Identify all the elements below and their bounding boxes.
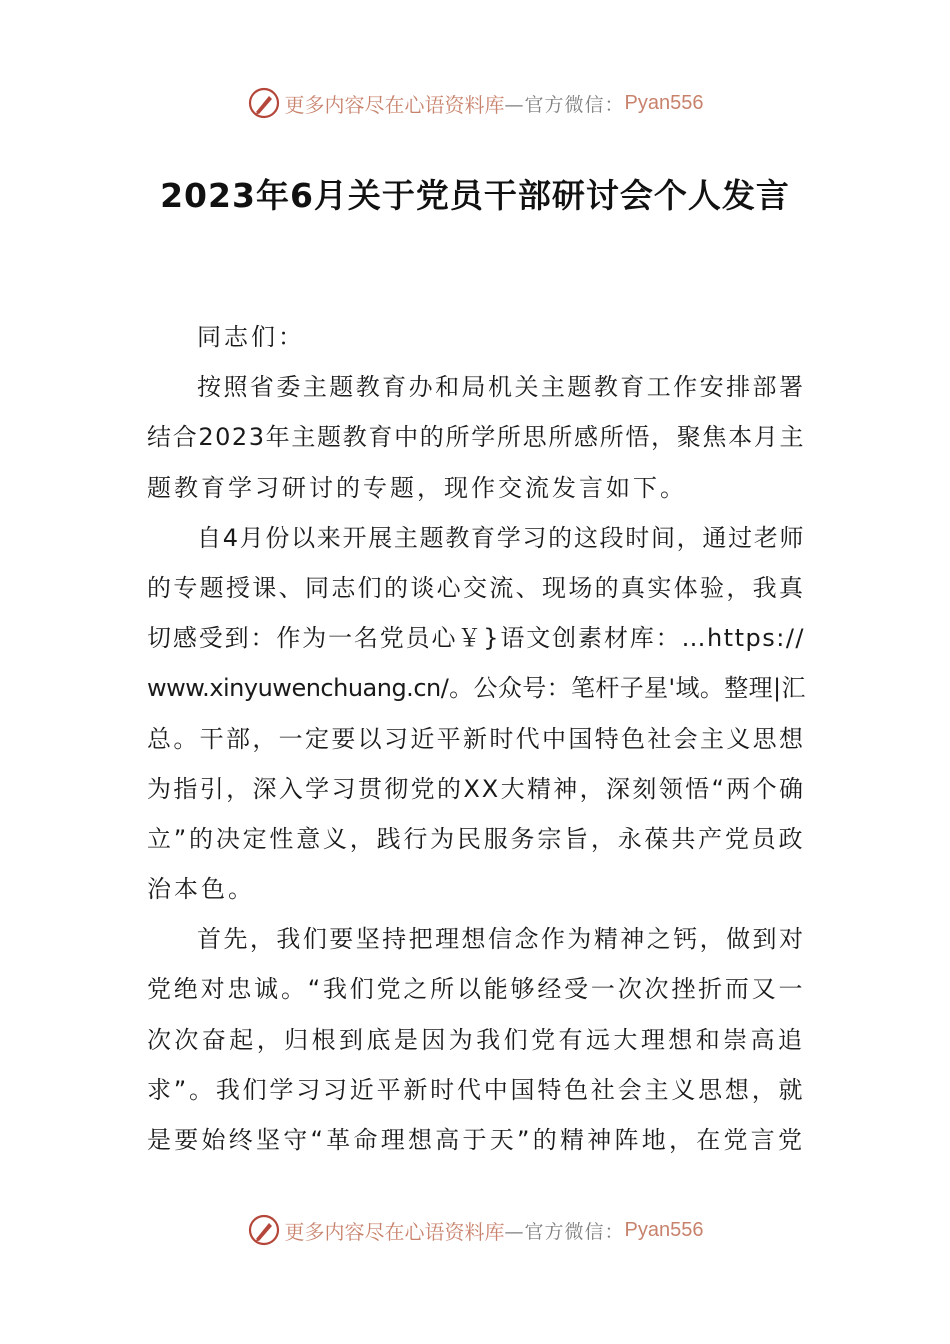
- body-line: www.xinyuwenchuang.cn/。公众号：笔杆子星'域。整理|汇: [147, 674, 805, 703]
- pen-logo-icon: [247, 86, 281, 120]
- document-body: [147, 312, 805, 1165]
- banner-contact-text: —官方微信：: [504, 93, 625, 116]
- banner-wechat-id: Pyan556: [624, 91, 704, 114]
- body-line: 首先，我们要坚持把理想信念作为精神之钙，做到对: [197, 925, 805, 954]
- body-line: 次次奋起，归根到底是因为我们党有远大理想和崇高追: [147, 1025, 805, 1054]
- header-watermark-banner: [0, 83, 950, 123]
- body-line: 的专题授课、同志们的谈心交流、现场的真实体验，我真: [147, 573, 805, 602]
- banner-site-text: 更多内容尽在心语资料库: [284, 92, 505, 117]
- body-line: 是要始终坚守“革命理想高于天”的精神阵地，在党言党: [147, 1126, 805, 1154]
- footer-watermark-banner: [0, 1210, 950, 1250]
- body-line: 按照省委主题教育办和局机关主题教育工作安排部署: [197, 373, 805, 402]
- body-line: 党绝对忠诚。“我们党之所以能够经受一次次挫折而又一: [147, 975, 805, 1004]
- pen-logo-icon: [247, 1213, 281, 1247]
- body-line: 自4月份以来开展主题教育学习的这段时间，通过老师: [197, 523, 805, 552]
- body-line: 求”。我们学习习近平新时代中国特色社会主义思想，就: [147, 1075, 805, 1104]
- body-line: 为指引，深入学习贯彻党的XX大精神，深刻领悟“两个确: [147, 774, 805, 803]
- document-title: 2023年6月关于党员干部研讨会个人发言: [160, 176, 790, 215]
- banner-contact-text: —官方微信：: [504, 1220, 625, 1243]
- banner-wechat-id: Pyan556: [624, 1218, 704, 1241]
- body-line: 总。干部，一定要以习近平新时代中国特色社会主义思想: [147, 724, 805, 753]
- body-line: 题教育学习研讨的专题，现作交流发言如下。: [147, 473, 687, 502]
- body-line: 结合2023年主题教育中的所学所思所感所悟，聚焦本月主: [147, 423, 805, 452]
- body-line: 治本色。: [147, 875, 255, 904]
- body-line: 立”的决定性意义，践行为民服务宗旨，永葆共产党员政: [147, 824, 805, 853]
- body-line: 切感受到：作为一名党员心￥}语文创素材库：…https://: [147, 624, 805, 653]
- banner-site-text: 更多内容尽在心语资料库: [284, 1219, 505, 1244]
- body-line: 同志们：: [197, 323, 305, 351]
